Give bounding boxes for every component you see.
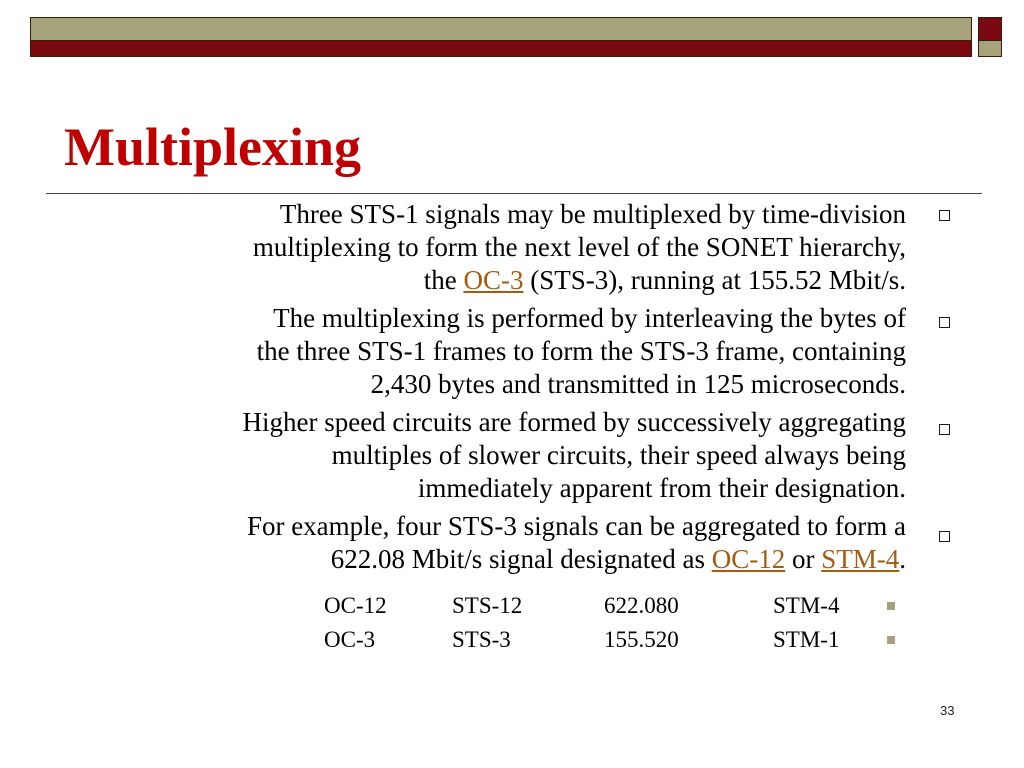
filled-square-bullet-icon [887, 636, 895, 644]
row-2-oc: OC-3 [324, 627, 376, 652]
hollow-square-bullet-icon [939, 424, 950, 435]
row-2-stm: STM-1 [773, 627, 840, 652]
bullet-4-text-post: . [899, 544, 906, 574]
bullet-2-line-3: 2,430 bytes and transmitted in 125 microseconds. [370, 369, 906, 399]
row-1-rate: 622.080 [604, 593, 679, 618]
table-row [0, 590, 1024, 622]
filled-square-bullet-icon [887, 602, 895, 610]
bullet-text-1 [40, 198, 906, 297]
bullet-2-line-1: The multiplexing is performed by interleaving the bytes of [273, 303, 906, 333]
bullet-text-3 [40, 406, 906, 505]
bullet-1-line-3 [424, 265, 906, 295]
bullet-3-line-3: immediately apparent from their designation. [417, 473, 906, 503]
hollow-square-bullet-icon [939, 531, 950, 542]
bullet-list [40, 198, 906, 581]
title-divider [46, 193, 982, 194]
bullet-3-line-2: multiples of slower circuits, their speed always being [331, 440, 906, 470]
oc3-link[interactable]: OC-3 [463, 265, 524, 295]
stm4-link[interactable]: STM-4 [821, 544, 900, 574]
bullet-3-line-1: Higher speed circuits are formed by successively aggregating [242, 407, 906, 437]
row-1-stm: STM-4 [773, 593, 840, 618]
row-2-sts: STS-3 [452, 627, 511, 652]
bullet-2-line-2: the three STS-1 frames to form the STS-3 frame, containing [256, 336, 906, 366]
row-1-sts: STS-12 [452, 593, 523, 618]
bullet-4-text-mid: or [785, 544, 822, 574]
bullet-text-2 [40, 302, 906, 401]
top-bar-olive [30, 17, 972, 41]
bullet-4-line-2 [331, 544, 906, 574]
bullet-1-line-1: Three STS-1 signals may be multiplexed by time-division [279, 199, 906, 229]
table-row [0, 624, 1024, 656]
bullet-text-4 [40, 510, 906, 576]
hollow-square-bullet-icon [939, 317, 950, 328]
bullet-1-line-2: multiplexing to form the next level of the SONET hierarchy, [252, 232, 906, 262]
oc12-link[interactable]: OC-12 [711, 544, 786, 574]
bullet-4-text-pre: 622.08 Mbit/s signal designated as [330, 544, 712, 574]
bullet-4-line-1: For example, four STS-3 signals can be aggregated to form a [246, 511, 906, 541]
top-bar-red [30, 41, 972, 57]
corner-square-olive [978, 41, 1002, 57]
corner-square-red [978, 17, 1002, 41]
bullet-1-text-pre: the [423, 265, 464, 295]
slide-title: Multiplexing [64, 117, 362, 177]
bullet-1-text-post: (STS-3), running at 155.52 Mbit/s. [523, 265, 906, 295]
row-2-rate: 155.520 [604, 627, 679, 652]
row-1-oc: OC-12 [324, 593, 387, 618]
hollow-square-bullet-icon [939, 210, 950, 221]
page-number: 33 [940, 703, 955, 718]
